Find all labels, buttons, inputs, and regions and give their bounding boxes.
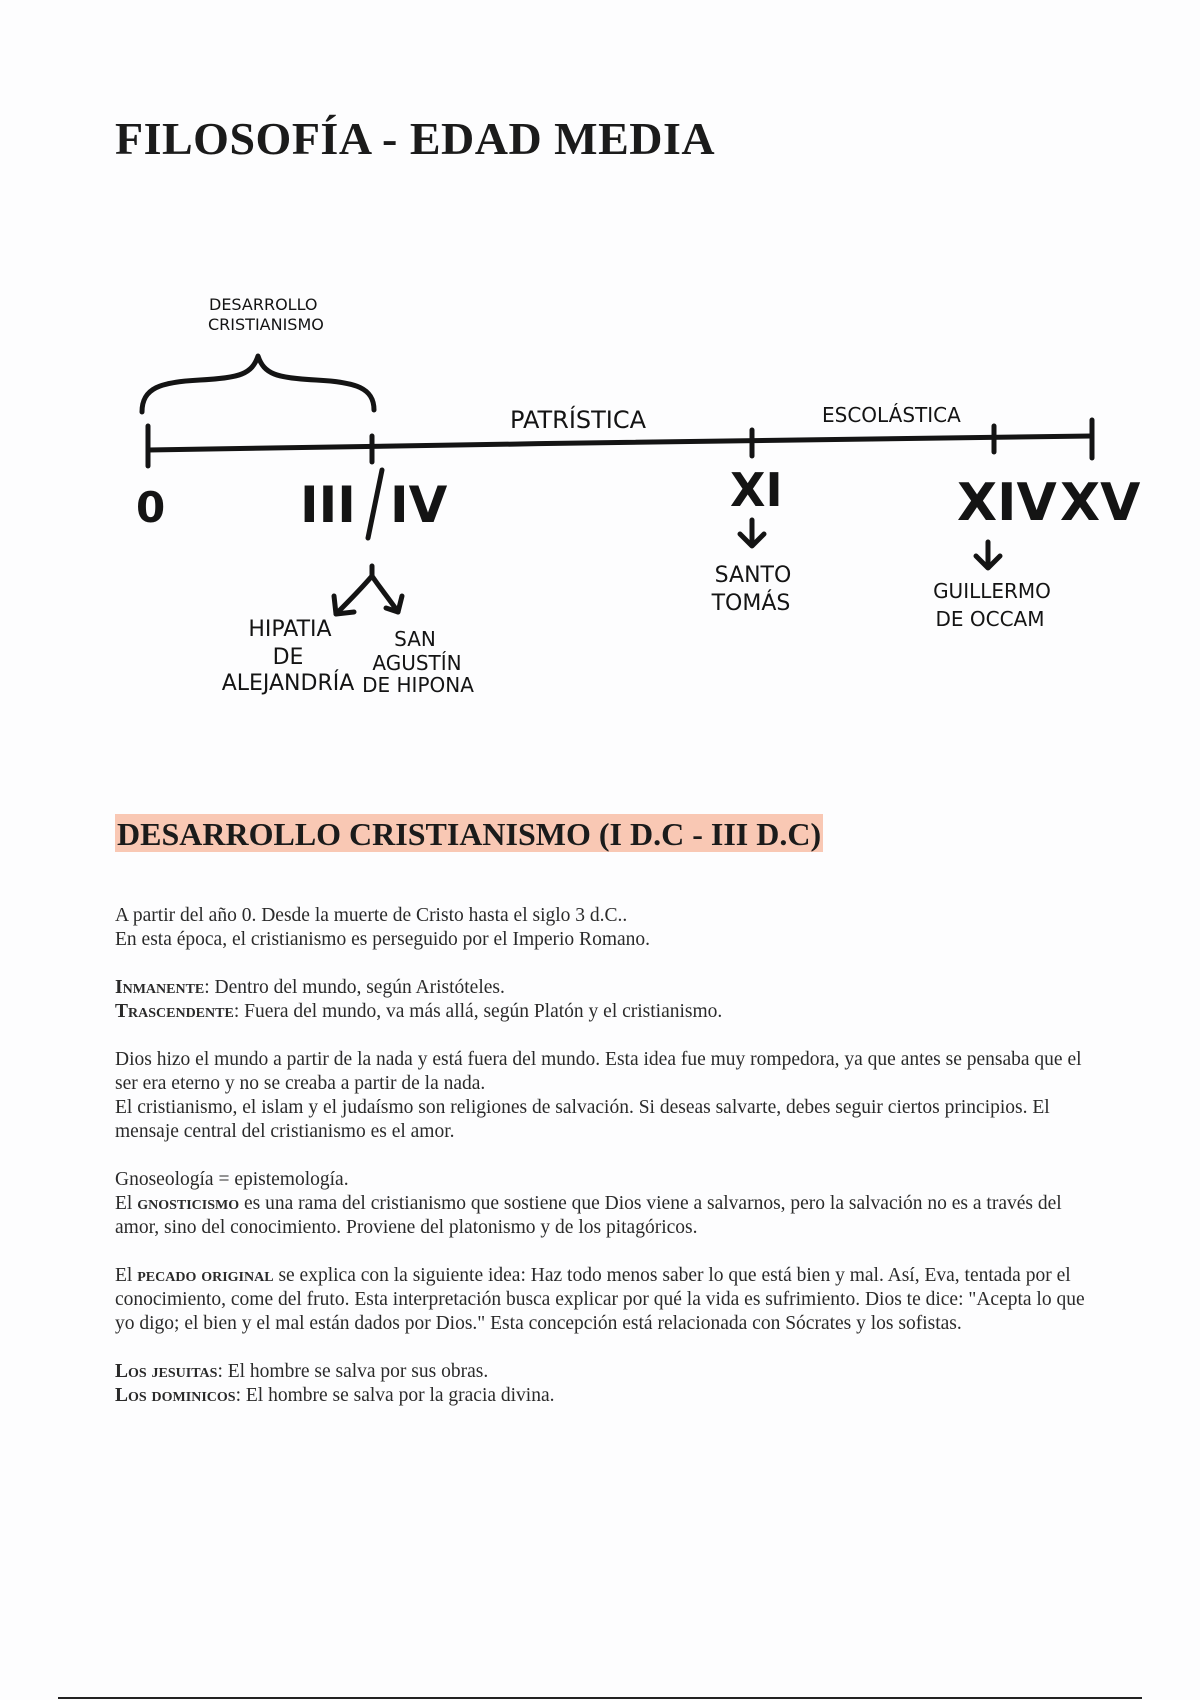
person-hipatia-line3: ALEJANDRÍA bbox=[221, 671, 355, 696]
brace-label-line1: DESARROLLO bbox=[209, 295, 318, 314]
term-trascendente: Trascendente bbox=[115, 1001, 234, 1022]
creation-line-1: Dios hizo el mundo a partir de la nada y está fuera del mundo. Esta idea fue muy rompedora, ya que antes se pensaba que el ser era eterno y no se creaba a partir de la nada. bbox=[115, 1049, 1082, 1094]
gnoseologia-line: Gnoseología = epistemología. bbox=[115, 1169, 349, 1190]
person-agustin-line1: SAN bbox=[394, 627, 436, 651]
tick-label-iii: III bbox=[300, 476, 356, 534]
period-label-patristica: PATRÍSTICA bbox=[510, 406, 647, 434]
arrow-down-icon-xi bbox=[740, 520, 764, 546]
section-heading bbox=[115, 816, 823, 853]
sin-text: se explica con la siguiente idea: Haz todo menos saber lo que está bien y mal. Así, Eva, tentada por el conocimiento, come del fruto. Esta interpretación busca explicar por qué la vida es sufrimiento. Dios te dice: "Acepta lo que yo digo; el bien y el mal están dados por Dios." Esta concepción está relacionada con Sócrates y los sofistas. bbox=[115, 1265, 1085, 1334]
tick-label-0: 0 bbox=[136, 483, 166, 532]
term-inmanente: Inmanente bbox=[115, 977, 205, 998]
paragraph-definitions bbox=[115, 976, 1095, 1024]
tick-label-xiv: XIV bbox=[957, 473, 1057, 533]
brace-label-line2: CRISTIANISMO bbox=[208, 315, 324, 334]
footer-rule bbox=[58, 1697, 1142, 1699]
intro-line-2: En esta época, el cristianismo es perseguido por el Imperio Romano. bbox=[115, 929, 651, 950]
tick-label-xi: XI bbox=[730, 463, 783, 517]
gnosticism-text: es una rama del cristianismo que sostiene que Dios viene a salvarnos, pero la salvación no es a través del amor, sino del conocimiento. Proviene del platonismo y de los pitagóricos. bbox=[115, 1193, 1062, 1238]
person-occam-line2: DE OCCAM bbox=[935, 607, 1045, 631]
section-body bbox=[115, 904, 1095, 1432]
person-tomas-line1: SANTO bbox=[714, 563, 792, 588]
slash-divider bbox=[368, 470, 382, 538]
def-jesuitas: : El hombre se salva por sus obras. bbox=[217, 1361, 489, 1382]
paragraph-intro bbox=[115, 904, 1095, 952]
period-label-escolastica: ESCOLÁSTICA bbox=[822, 403, 961, 427]
person-hipatia-line2: DE bbox=[272, 645, 304, 670]
person-agustin-line3: DE HIPONA bbox=[362, 673, 474, 697]
curly-brace bbox=[142, 356, 374, 412]
term-jesuitas: Los jesuitas bbox=[115, 1361, 218, 1382]
paragraph-orders bbox=[115, 1360, 1095, 1408]
tick-label-iv: IV bbox=[390, 476, 448, 534]
sin-prefix: El bbox=[115, 1265, 138, 1286]
person-hipatia-line1: HIPATIA bbox=[248, 617, 332, 642]
tick-label-xv: XV bbox=[1060, 473, 1141, 533]
paragraph-creation bbox=[115, 1048, 1095, 1144]
timeline-diagram bbox=[0, 270, 1200, 720]
arrow-down-icon-xiv bbox=[976, 542, 1000, 568]
gnosticism-prefix: El bbox=[115, 1193, 138, 1214]
timeline-axis bbox=[148, 436, 1092, 450]
def-inmanente: : Dentro del mundo, según Aristóteles. bbox=[204, 977, 505, 998]
section-heading-text: DESARROLLO CRISTIANISMO (I D.C - III D.C) bbox=[117, 816, 822, 852]
person-agustin-line2: AGUSTÍN bbox=[372, 651, 462, 675]
paragraph-original-sin bbox=[115, 1264, 1095, 1336]
paragraph-gnosticism bbox=[115, 1168, 1095, 1240]
term-pecado-original: pecado original bbox=[137, 1265, 274, 1286]
intro-line-1: A partir del año 0. Desde la muerte de Cristo hasta el siglo 3 d.C.. bbox=[115, 905, 628, 926]
term-gnosticismo: gnosticismo bbox=[137, 1193, 240, 1214]
page-title: FILOSOFÍA - EDAD MEDIA bbox=[115, 113, 716, 164]
creation-line-2: El cristianismo, el islam y el judaísmo son religiones de salvación. Si deseas salvarte, debes seguir ciertos principios. El mensaje central del cristianismo es el amor. bbox=[115, 1097, 1050, 1142]
def-dominicos: : El hombre se salva por la gracia divina. bbox=[235, 1385, 555, 1406]
def-trascendente: : Fuera del mundo, va más allá, según Platón y el cristianismo. bbox=[233, 1001, 723, 1022]
term-dominicos: Los dominicos bbox=[115, 1385, 236, 1406]
person-tomas-line2: TOMÁS bbox=[711, 591, 791, 616]
person-occam-line1: GUILLERMO bbox=[933, 579, 1051, 603]
